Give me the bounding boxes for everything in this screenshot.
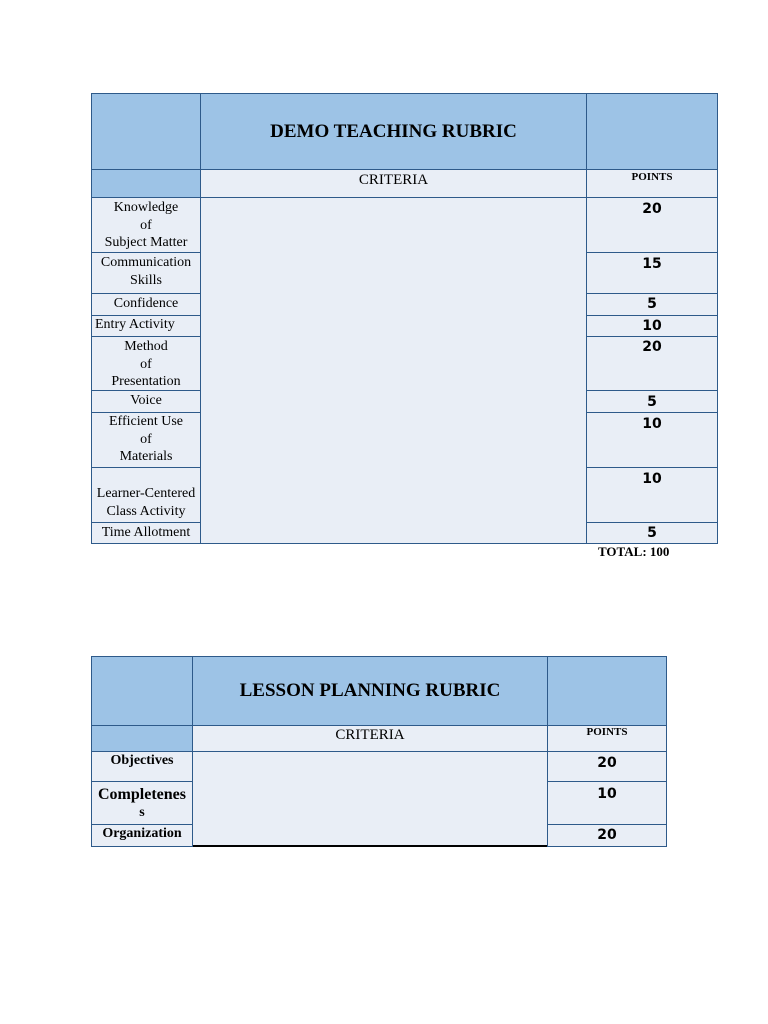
demo-row-label: Knowledge of Subject Matter [91, 197, 201, 253]
demo-row-points: 10 [586, 315, 718, 337]
demo-row-points: 5 [586, 390, 718, 413]
demo-row-label: Efficient Use of Materials [91, 412, 201, 468]
lesson-criteria-body [192, 751, 548, 847]
lesson-row-label: Organization [91, 824, 193, 847]
demo-row-label: Communication Skills [91, 252, 201, 294]
lesson-subheader-left-cell [91, 725, 193, 752]
demo-row-label: Voice [91, 390, 201, 413]
demo-header-right-cell [586, 93, 718, 170]
lesson-title: LESSON PLANNING RUBRIC [192, 656, 548, 726]
demo-subheader-left-cell [91, 169, 201, 198]
lesson-criteria-header: CRITERIA [192, 725, 548, 752]
lesson-row-points: 20 [547, 824, 667, 847]
demo-total: TOTAL: 100 [598, 544, 670, 559]
demo-points-header: POINTS [586, 169, 718, 198]
demo-row-points: 20 [586, 197, 718, 253]
demo-row-label: Method of Presentation [91, 336, 201, 391]
demo-criteria-header: CRITERIA [200, 169, 587, 198]
demo-row-points: 15 [586, 252, 718, 294]
demo-row-label: Learner-Centered Class Activity [91, 467, 201, 523]
lesson-row-points: 10 [547, 781, 667, 825]
demo-title: DEMO TEACHING RUBRIC [200, 93, 587, 170]
lesson-row-points: 20 [547, 751, 667, 782]
demo-row-points: 5 [586, 522, 718, 544]
demo-row-points: 5 [586, 293, 718, 316]
lesson-row-label: Objectives [91, 751, 193, 782]
lesson-header-left-cell [91, 656, 193, 726]
demo-row-points: 10 [586, 467, 718, 523]
demo-row-points: 20 [586, 336, 718, 391]
lesson-row-label: Completenes s [91, 781, 193, 825]
demo-row-label: Entry Activity [91, 315, 201, 337]
lesson-header-right-cell [547, 656, 667, 726]
demo-row-points: 10 [586, 412, 718, 468]
lesson-points-header: POINTS [547, 725, 667, 752]
demo-header-left-cell [91, 93, 201, 170]
demo-criteria-body [200, 197, 587, 544]
demo-row-label: Time Allotment [91, 522, 201, 544]
demo-row-label: Confidence [91, 293, 201, 316]
